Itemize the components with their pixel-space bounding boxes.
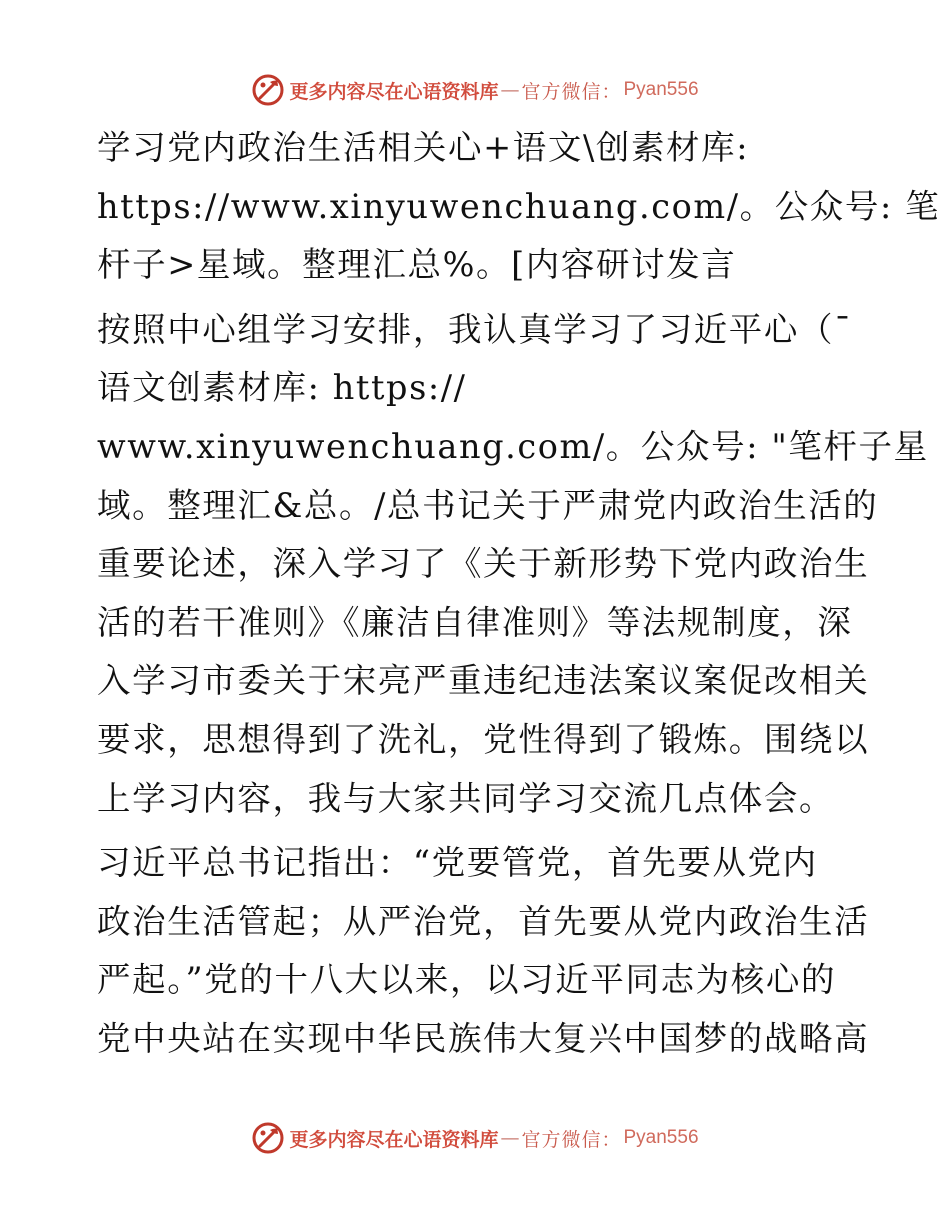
footer-banner bbox=[0, 1118, 950, 1158]
paragraph-3 bbox=[97, 834, 870, 1068]
paragraph-2 bbox=[97, 301, 929, 828]
text-line: 活的若干准则》《廉洁自律准则》等法规制度，深 bbox=[97, 602, 853, 642]
text-line: 入学习市委关于宋亮严重违纪违法案议案促改相关 bbox=[97, 661, 870, 701]
banner-official-label: 官方微信： bbox=[521, 1128, 622, 1151]
header-banner bbox=[0, 70, 950, 110]
document-body bbox=[97, 119, 941, 1069]
text-line: 杆子>星域。整理汇总%。[内容研讨发言 bbox=[97, 245, 737, 285]
text-line: 严起。”党的十八大以来，以习近平同志为核心的 bbox=[97, 960, 837, 1000]
banner-dash: — bbox=[500, 79, 520, 101]
text-line: 上学习内容，我与大家共同学习交流几点体会。 bbox=[97, 778, 835, 818]
text-line: 按照中心组学习安排，我认真学习了习近平心（¯ bbox=[97, 309, 853, 349]
text-line: 学习党内政治生活相关心+语文\创素材库: bbox=[97, 128, 750, 167]
banner-wechat-id: Pyan556 bbox=[623, 1127, 699, 1148]
text-line: https://www.xinyuwenchuang.com/。公众号: 笔 bbox=[97, 186, 941, 226]
banner-official-label: 官方微信： bbox=[521, 80, 622, 103]
text-line: 语文创素材库: https:// bbox=[97, 368, 467, 408]
banner-title: 更多内容尽在心语资料库 bbox=[289, 1128, 499, 1151]
text-line: www.xinyuwenchuang.com/。公众号: "笔杆子星 bbox=[97, 426, 929, 466]
text-line: 域。整理汇&总。/总书记关于严肃党内政治生活的 bbox=[97, 485, 879, 525]
text-line: 要求，思想得到了洗礼，党性得到了锻炼。围绕以 bbox=[97, 719, 870, 759]
quill-seal-logo-icon bbox=[251, 1121, 285, 1155]
text-line: 党中央站在实现中华民族伟大复兴中国梦的战略高 bbox=[97, 1018, 870, 1058]
quill-seal-logo-icon bbox=[251, 73, 285, 107]
banner-wechat-id: Pyan556 bbox=[623, 79, 699, 100]
banner-title: 更多内容尽在心语资料库 bbox=[289, 80, 499, 103]
paragraph-1 bbox=[97, 119, 941, 295]
text-line: 政治生活管起；从严治党，首先要从党内政治生活 bbox=[97, 901, 870, 941]
text-line: 习近平总书记指出：“党要管党，首先要从党内 bbox=[97, 843, 818, 883]
banner-dash: — bbox=[500, 1127, 520, 1149]
text-line: 重要论述，深入学习了《关于新形势下党内政治生 bbox=[97, 544, 870, 584]
